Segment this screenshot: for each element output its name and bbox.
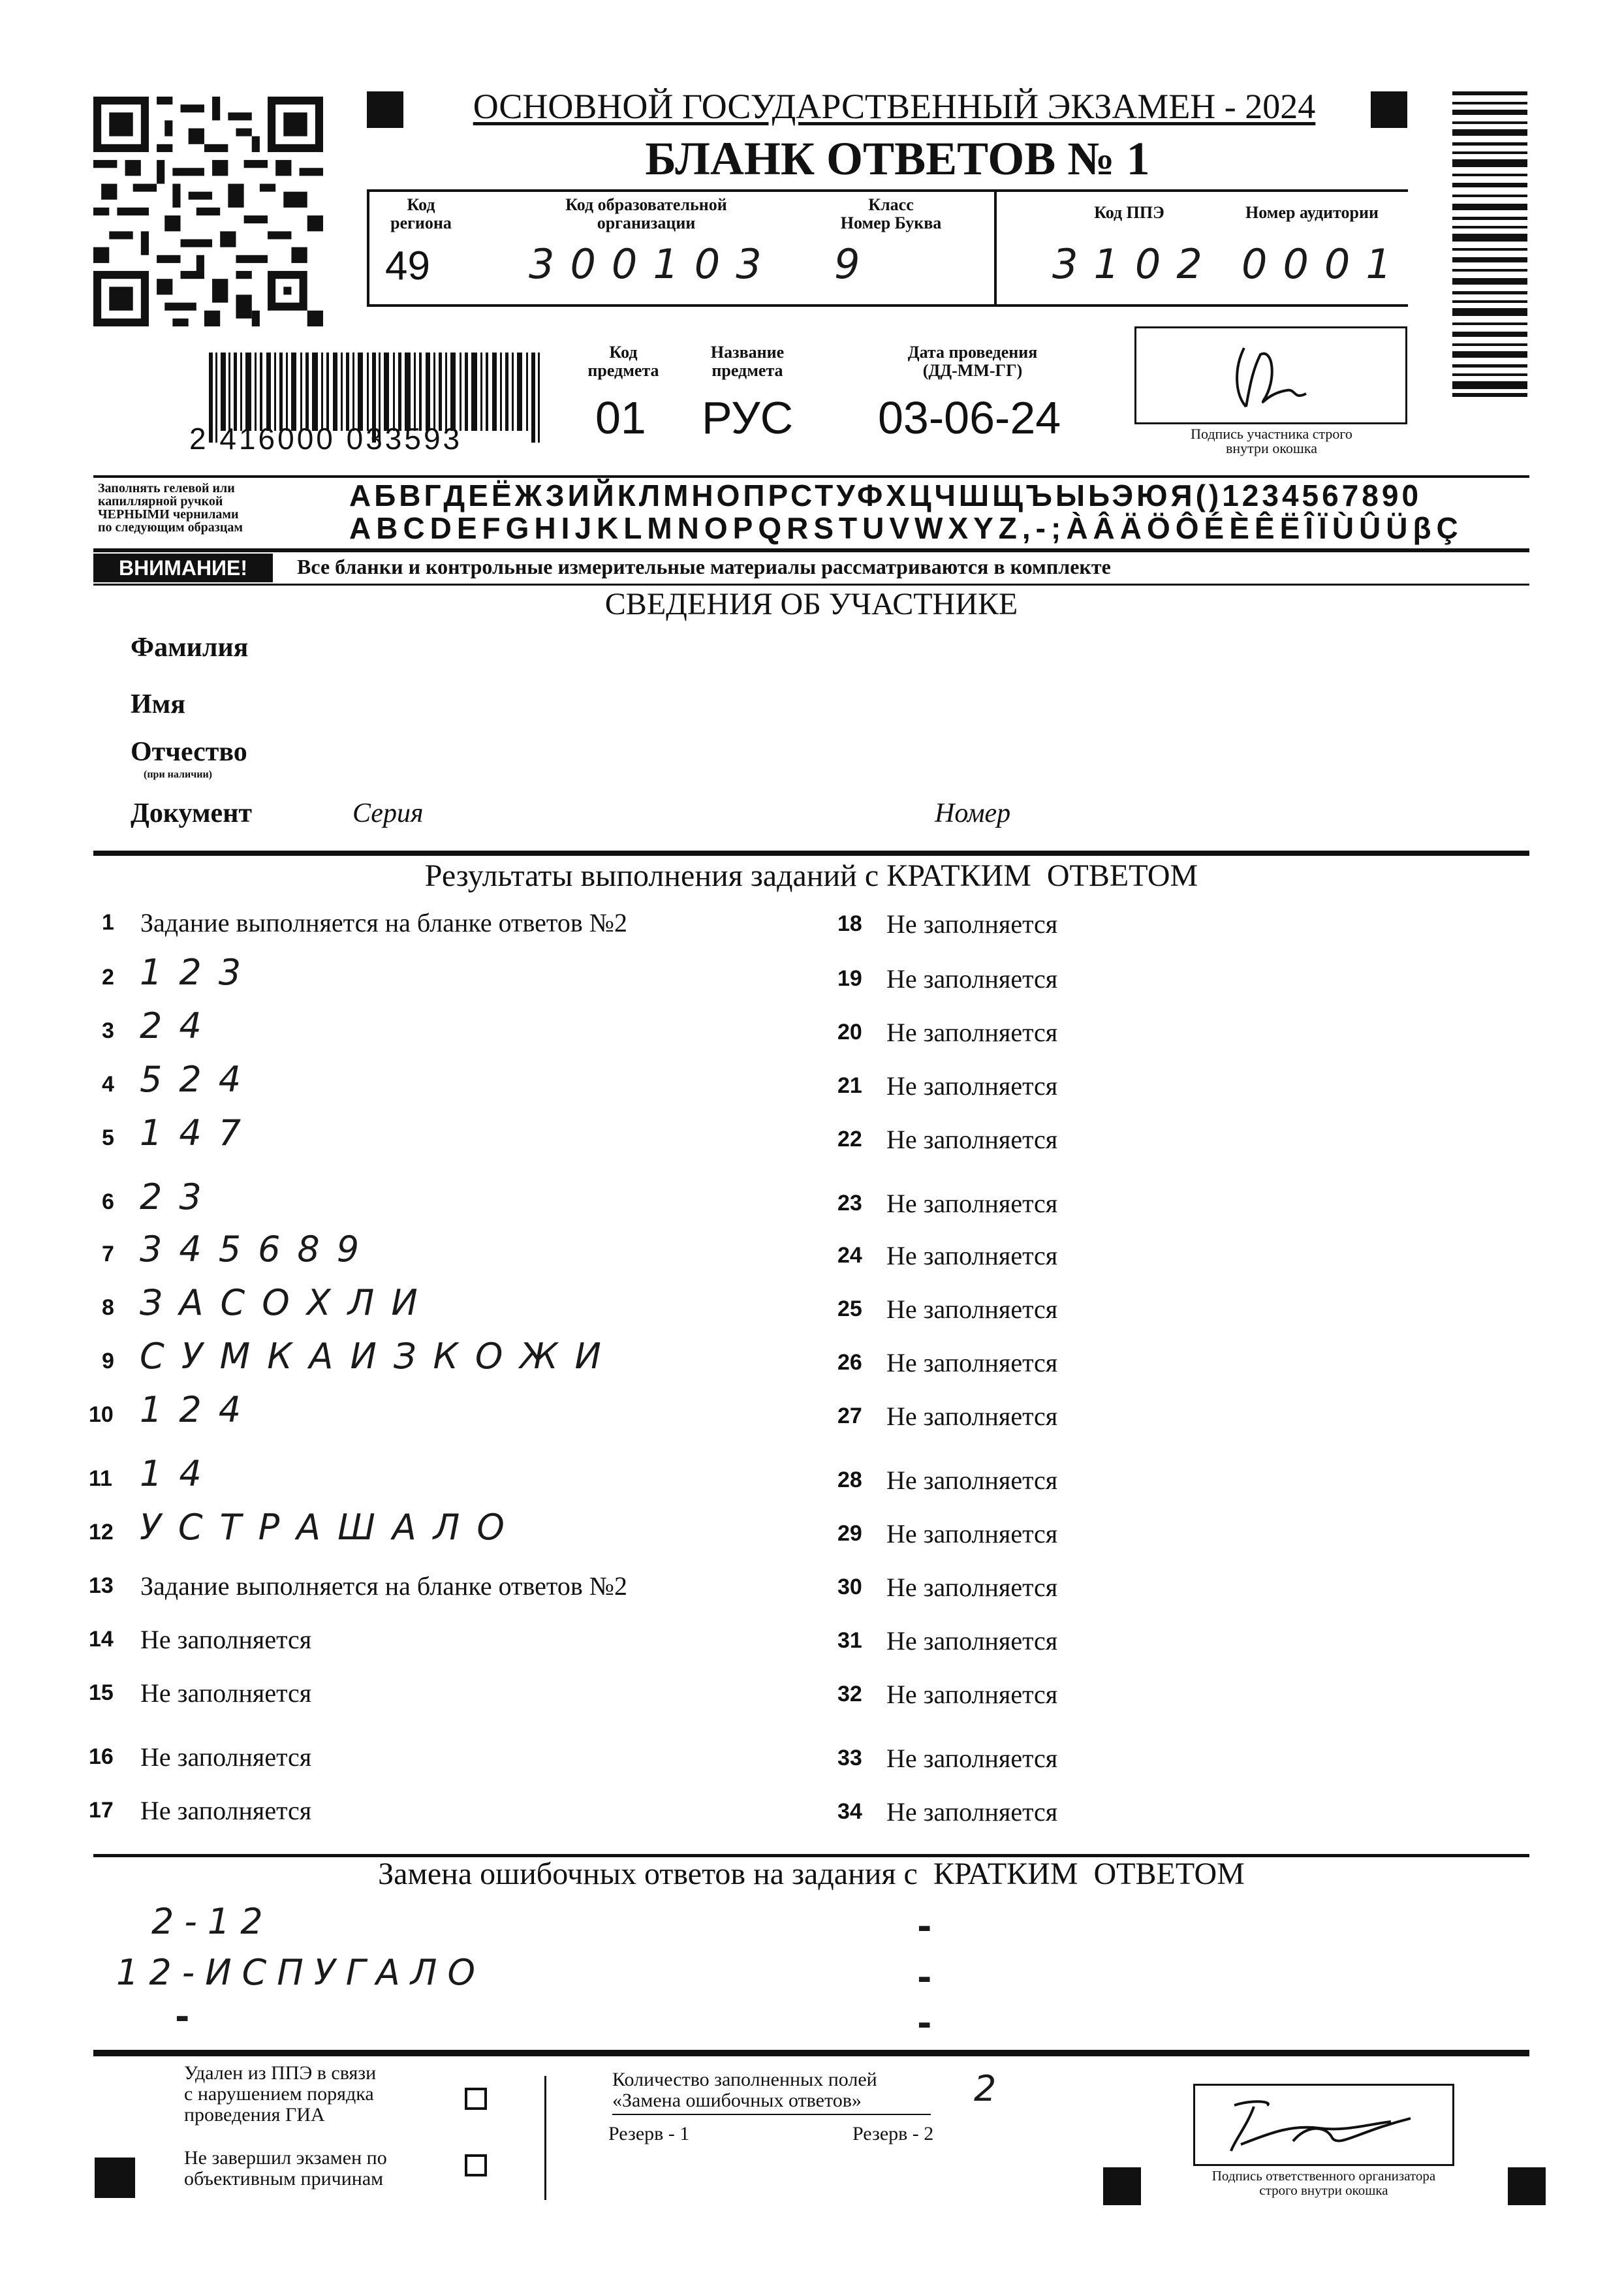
task-13-note: Задание выполняется на бланке ответов №2 [140, 1571, 627, 1601]
task-number-30: 30 [837, 1575, 862, 1599]
replacement-count-label: Количество заполненных полей «Замена ошибочных ответов» [612, 2069, 877, 2111]
task-16-note: Не заполняется [140, 1742, 312, 1772]
task-number-6: 6 [102, 1189, 114, 1214]
sample-cyrillic-row: АБВГДЕЁЖЗИЙКЛМНОПРСТУФХЦЧШЩЪЫЬЭЮЯ()1234567890 [349, 479, 1422, 512]
task-number-23: 23 [837, 1191, 862, 1216]
replacement-row-2-right[interactable]: - [917, 1957, 949, 1998]
region-code-value: 49 [385, 243, 430, 289]
task-number-13: 13 [89, 1573, 114, 1598]
task-number-1: 1 [102, 910, 114, 935]
task-number-16: 16 [89, 1744, 114, 1769]
task-5-answer[interactable]: 147 [140, 1112, 258, 1154]
participant-section-title: СВЕДЕНИЯ ОБ УЧАСТНИКЕ [604, 587, 1018, 621]
task-30-note: Не заполняется [886, 1573, 1058, 1602]
task-number-14: 14 [89, 1627, 114, 1652]
task-number-20: 20 [837, 1020, 862, 1044]
task-number-5: 5 [102, 1125, 114, 1150]
patronymic-note: (при наличии) [144, 769, 213, 780]
task-28-note: Не заполняется [886, 1466, 1058, 1495]
registration-marker-bottom-right [1508, 2167, 1546, 2205]
qr-code [93, 97, 323, 326]
task-number-2: 2 [102, 965, 114, 990]
attention-text: Все бланки и контрольные измерительные материалы рассматриваются в комплекте [297, 555, 1111, 578]
replacement-row-2-left[interactable]: 12-ИСПУГАЛО [116, 1952, 486, 1993]
task-number-26: 26 [837, 1350, 862, 1375]
task-19-note: Не заполняется [886, 964, 1058, 994]
org-code-value: 300103 [529, 240, 777, 288]
task-7-answer[interactable]: 345689 [140, 1229, 377, 1270]
task-number-28: 28 [837, 1468, 862, 1492]
task-34-note: Не заполняется [886, 1797, 1058, 1827]
organizer-signature-caption: Подпись ответственного организатора строго внутри окошка [1211, 2168, 1436, 2198]
not-finished-checkbox[interactable] [465, 2154, 487, 2176]
ppe-code-label: Код ППЭ [1094, 203, 1164, 222]
subject-code-label: Код предмета [587, 343, 659, 380]
participant-signature-caption: Подпись участника строго внутри окошка [1191, 426, 1352, 456]
room-number-value: 0001 [1241, 240, 1407, 288]
exam-date-label: Дата проведения (ДД-ММ-ГГ) [907, 343, 1038, 380]
not-finished-label: Не завершил экзамен по объективным причинам [184, 2147, 387, 2190]
replacement-row-3-right[interactable]: - [917, 2003, 949, 2044]
task-20-note: Не заполняется [886, 1018, 1058, 1047]
name-label: Имя [131, 689, 185, 719]
subject-name-label: Название предмета [710, 343, 785, 380]
task-22-note: Не заполняется [886, 1125, 1058, 1154]
series-label: Серия [352, 798, 424, 828]
removed-label: Удален из ППЭ в связи с нарушением порядка проведения ГИА [184, 2062, 377, 2126]
ppe-code-value: 3102 [1052, 240, 1218, 288]
removed-checkbox[interactable] [465, 2088, 487, 2110]
task-27-note: Не заполняется [886, 1402, 1058, 1431]
task-3-answer[interactable]: 24 [140, 1005, 219, 1046]
task-15-note: Не заполняется [140, 1678, 312, 1708]
task-number-22: 22 [837, 1127, 862, 1152]
participant-signature-box[interactable] [1134, 326, 1407, 424]
replacement-row-3-left[interactable]: - [175, 1996, 207, 2037]
task-29-note: Не заполняется [886, 1519, 1058, 1548]
task-31-note: Не заполняется [886, 1626, 1058, 1656]
task-number-31: 31 [837, 1628, 862, 1653]
participant-signature [1136, 328, 1405, 422]
subject-code-value: 01 [595, 392, 646, 443]
form-title: БЛАНК ОТВЕТОВ № 1 [645, 133, 1150, 185]
task-number-11: 11 [89, 1466, 112, 1491]
task-11-answer[interactable]: 14 [140, 1453, 219, 1494]
task-number-9: 9 [102, 1349, 114, 1374]
task-number-8: 8 [102, 1295, 114, 1320]
task-number-10: 10 [89, 1402, 114, 1427]
task-10-answer[interactable]: 124 [140, 1389, 258, 1430]
vertical-stripe-barcode [1452, 91, 1527, 398]
task-6-answer[interactable]: 23 [140, 1176, 219, 1217]
sample-instruction: Заполнять гелевой или капиллярной ручкой ЧЕРНЫМИ чернилами по следующим образцам [98, 481, 243, 535]
organizer-signature-box[interactable] [1193, 2084, 1454, 2166]
document-label: Документ [131, 798, 253, 828]
surname-label: Фамилия [131, 633, 249, 663]
reserve-1-label: Резерв - 1 [608, 2123, 690, 2144]
task-33-note: Не заполняется [886, 1744, 1058, 1773]
exam-title: ОСНОВНОЙ ГОСУДАРСТВЕННЫЙ ЭКЗАМЕН - 2024 [473, 87, 1316, 126]
task-14-note: Не заполняется [140, 1625, 312, 1654]
task-number-25: 25 [837, 1296, 862, 1321]
room-label: Номер аудитории [1245, 203, 1379, 222]
task-17-note: Не заполняется [140, 1796, 312, 1825]
registration-marker-bottom-left [95, 2158, 135, 2198]
region-code-label: Код региона [390, 195, 452, 232]
task-number-17: 17 [89, 1798, 114, 1823]
subject-name-value: РУС [702, 392, 794, 443]
replacement-row-1-left[interactable]: 2-12 [151, 1901, 273, 1942]
task-32-note: Не заполняется [886, 1680, 1058, 1709]
task-number-33: 33 [837, 1746, 862, 1770]
task-1-note: Задание выполняется на бланке ответов №2 [140, 908, 627, 937]
task-number-27: 27 [837, 1404, 862, 1428]
task-number-4: 4 [102, 1072, 114, 1097]
class-number-value: 9 [834, 240, 876, 288]
organizer-signature [1195, 2086, 1452, 2164]
sample-latin-row: ABCDEFGHIJKLMNOPQRSTUVWXYZ,-;ÀÂÄÖÔÉÈÊËÎÏÙÛÜβÇ [349, 511, 1463, 545]
task-4-answer[interactable]: 524 [140, 1059, 258, 1100]
results-section-title: Результаты выполнения заданий с КРАТКИМ ОТВЕТОМ [424, 858, 1198, 893]
task-26-note: Не заполняется [886, 1348, 1058, 1377]
task-number-7: 7 [102, 1242, 114, 1266]
task-number-24: 24 [837, 1243, 862, 1268]
task-25-note: Не заполняется [886, 1295, 1058, 1324]
replacement-section-title: Замена ошибочных ответов на задания с КРАТКИМ ОТВЕТОМ [378, 1857, 1245, 1891]
class-label: Класс Номер Буква [840, 195, 942, 232]
task-number-12: 12 [89, 1520, 114, 1545]
registration-marker-top-right [1371, 91, 1407, 128]
patronymic-label: Отчество [131, 737, 247, 767]
registration-marker-top-left [367, 91, 403, 128]
task-number-21: 21 [837, 1073, 862, 1098]
task-23-note: Не заполняется [886, 1189, 1058, 1218]
task-21-note: Не заполняется [886, 1071, 1058, 1101]
task-number-34: 34 [837, 1799, 862, 1824]
exam-date-value: 03-06-24 [878, 392, 1061, 443]
task-number-32: 32 [837, 1682, 862, 1706]
task-18-note: Не заполняется [886, 909, 1058, 939]
org-code-label: Код образовательной организации [565, 195, 727, 232]
task-number-3: 3 [102, 1018, 114, 1043]
task-number-19: 19 [837, 966, 862, 991]
task-number-18: 18 [837, 911, 862, 936]
registration-marker-bottom-mid [1103, 2167, 1141, 2205]
task-number-29: 29 [837, 1521, 862, 1546]
task-24-note: Не заполняется [886, 1241, 1058, 1270]
task-9-answer[interactable]: СУМКАИЗКОЖИ [140, 1336, 618, 1377]
task-2-answer[interactable]: 123 [140, 952, 258, 993]
replacement-row-1-right[interactable]: - [917, 1906, 949, 1947]
task-8-answer[interactable]: ЗАСОХЛИ [140, 1282, 435, 1323]
replacement-count-value[interactable]: 2 [974, 2068, 1014, 2109]
reserve-2-label: Резерв - 2 [852, 2123, 934, 2144]
task-12-answer[interactable]: УСТРАШАЛО [140, 1507, 522, 1548]
task-number-15: 15 [89, 1680, 114, 1705]
barcode-number: 2 416000 033593 [189, 422, 463, 456]
number-label: Номер [935, 798, 1011, 828]
attention-badge: ВНИМАНИЕ! [93, 554, 273, 582]
